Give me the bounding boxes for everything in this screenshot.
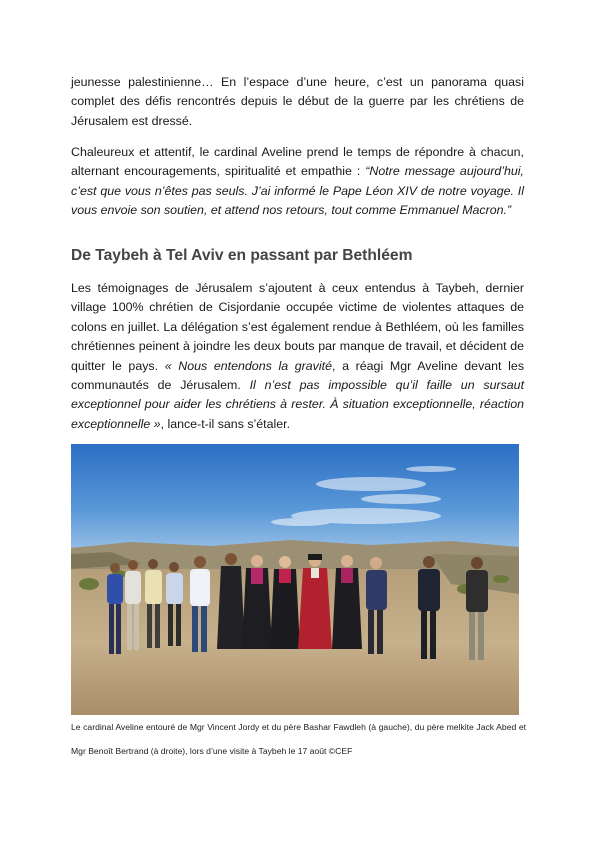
quote-text: Il n’est pas impossible qu’il faille un sursaut exceptionnel pour aider les chrétiens à rester. À situation exceptionnelle, réaction exceptionnelle » bbox=[71, 378, 525, 431]
paragraph-text: , lance-t-il sans s’étaler. bbox=[160, 416, 291, 431]
group-photo bbox=[71, 444, 519, 715]
figure-caption: Le cardinal Aveline entouré de Mgr Vincent Jordy et du père Bashar Fawdleh (à gauche), du père melkite Jack Abed et Mgr Benoît Bertrand (à droite), lors d’une visite à Taybeh le 17 août ©CEF bbox=[71, 722, 526, 756]
person bbox=[270, 556, 300, 649]
person bbox=[332, 555, 362, 649]
group-photo-image bbox=[71, 444, 519, 715]
paragraph-intro-end bbox=[71, 73, 524, 131]
paragraph-text: jeunesse palestinienne… En l’espace d’une heure, c’est un panorama quasi complet des défis rencontrés depuis le début de la guerre par les chrétiens de Jérusalem est dressé. bbox=[71, 75, 524, 128]
quote-text: « Nous entendons la gravité bbox=[164, 358, 332, 373]
quote-text: “Notre message aujourd’hui, c’est que vous n’êtes pas seuls. J’ai informé le Pape Léon XIV de notre voyage. Il vous envoie son soutien, et attend nos retours, tout comme Emmanuel Macron.” bbox=[71, 164, 524, 218]
sky bbox=[71, 444, 519, 554]
paragraph-testimonies bbox=[71, 279, 524, 434]
paragraph-text: Les témoignages de Jérusalem s’ajoutent à ceux entendus à Taybeh, dernier village 100% chrétien de Cisjordanie occupée victime de violentes attaques de colons en juillet. La délégation s’est également rendue à Bethléem, où les familles chrétiennes peinent à joindre les deux bouts par manque de travail, et décident de quitter le pays. bbox=[71, 281, 524, 373]
section-heading: De Taybeh à Tel Aviv en passant par Bethléem bbox=[71, 247, 413, 264]
paragraph-text: Chaleureux et attentif, le cardinal Aveline prend le temps de répondre à chacun, alternant encouragements, spiritualité et empathie : bbox=[71, 145, 524, 179]
person bbox=[217, 553, 245, 649]
person bbox=[298, 554, 332, 649]
paragraph-text: , a réagi Mgr Aveline devant les communautés de Jérusalem. bbox=[71, 358, 525, 393]
person bbox=[242, 555, 272, 649]
paragraph-cardinal bbox=[71, 143, 524, 221]
